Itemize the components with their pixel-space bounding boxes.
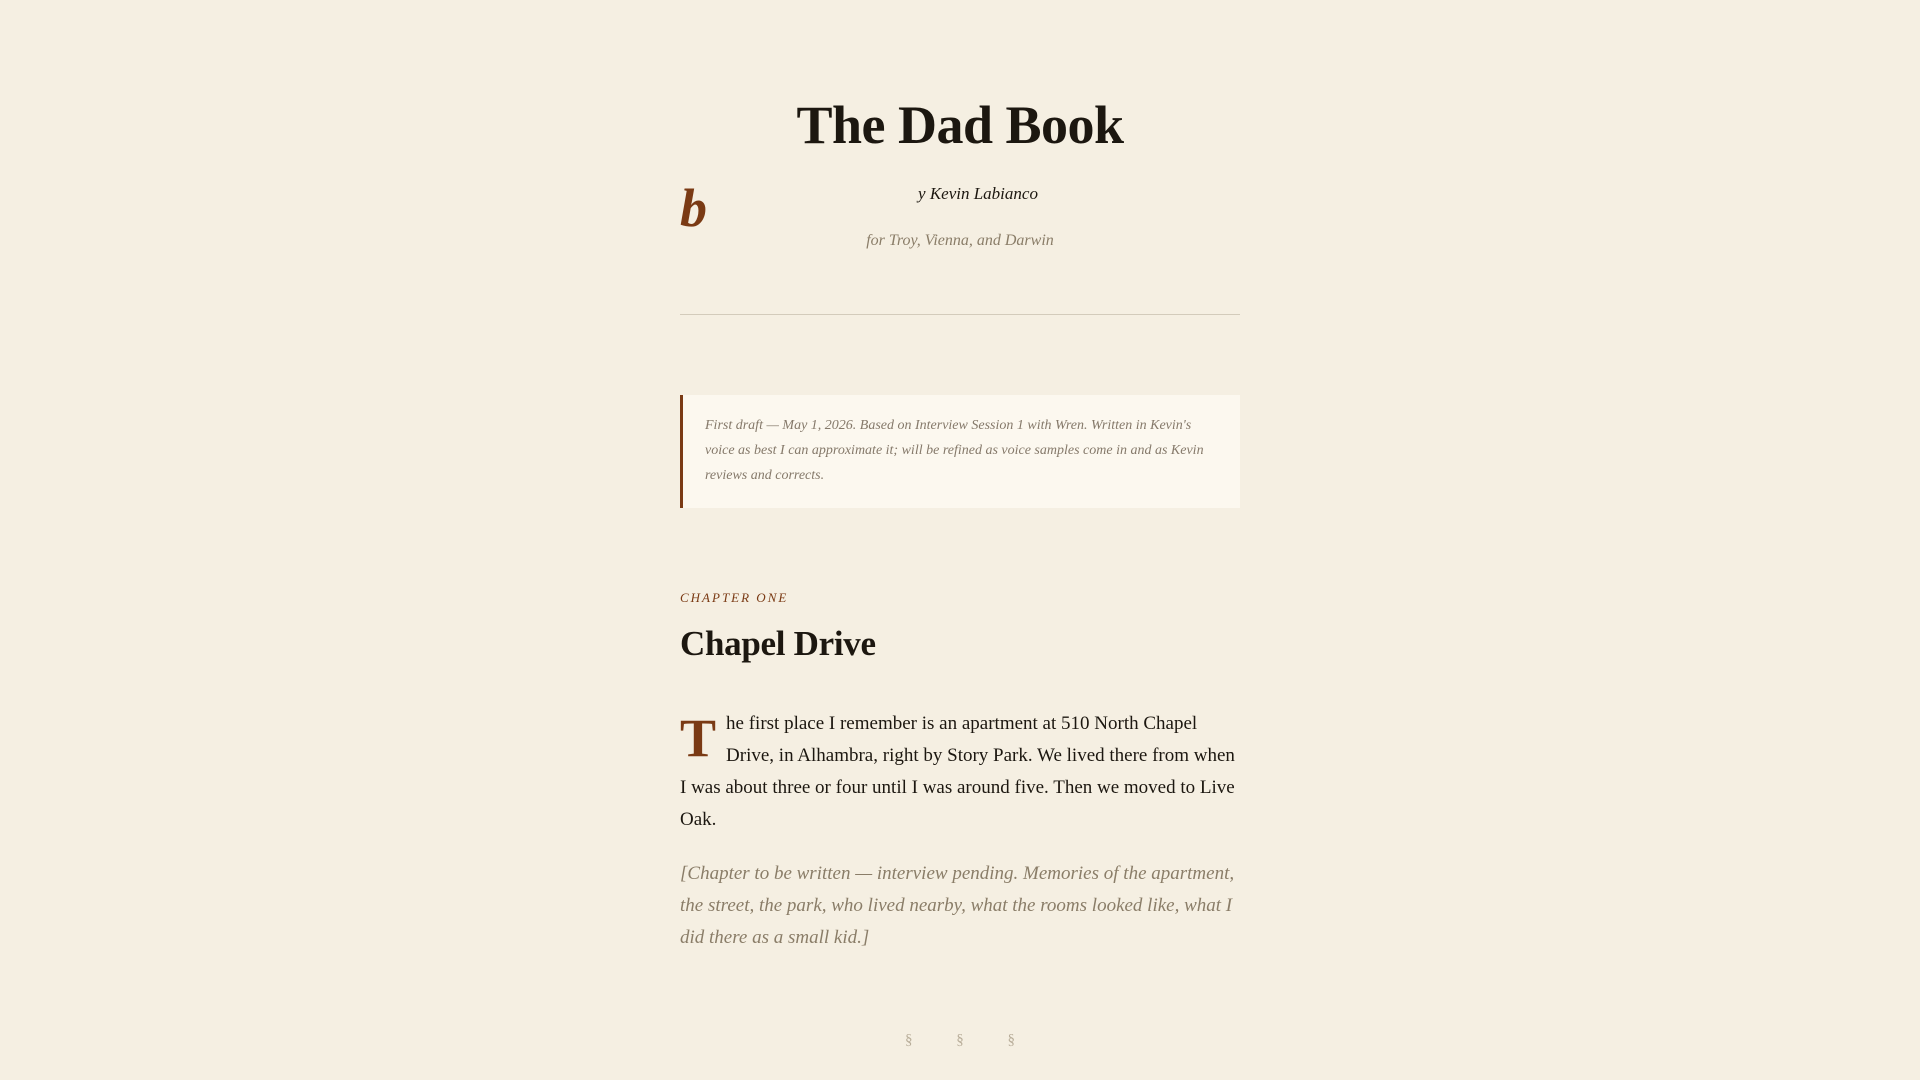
section-break: § § § bbox=[905, 1032, 1035, 1048]
chapter-opening-text: he first place I remember is an apartment at 510 North Chapel Drive, in Alhambra, right by Story Park. We lived there from when I was about three or four until I was around five. Then we moved to Live Oak. bbox=[680, 713, 1235, 830]
chapter-dropcap: T bbox=[680, 708, 717, 768]
chapter-label: CHAPTER ONE bbox=[680, 590, 789, 605]
byline bbox=[680, 180, 1240, 240]
title-divider bbox=[680, 314, 1240, 315]
dedication: for Troy, Vienna, and Darwin bbox=[866, 232, 1054, 249]
chapter-title: Chapel Drive bbox=[680, 624, 876, 663]
chapter-placeholder: [Chapter to be written — interview pending. Memories of the apartment, the street, the park, who lived nearby, what the rooms looked like, what I did there as a small kid.] bbox=[680, 863, 1235, 948]
draft-note: First draft — May 1, 2026. Based on Interview Session 1 with Wren. Written in Kevin's voice as best I can approximate it; will be refined as voice samples come in and as Kevin reviews and corrects. bbox=[680, 395, 1240, 508]
byline-author: y Kevin Labianco bbox=[918, 184, 1038, 203]
book-title: The Dad Book bbox=[796, 95, 1124, 155]
chapter-opening-paragraph bbox=[680, 708, 1240, 836]
byline-dropcap: b bbox=[680, 178, 707, 238]
book-page bbox=[680, 0, 1240, 1049]
